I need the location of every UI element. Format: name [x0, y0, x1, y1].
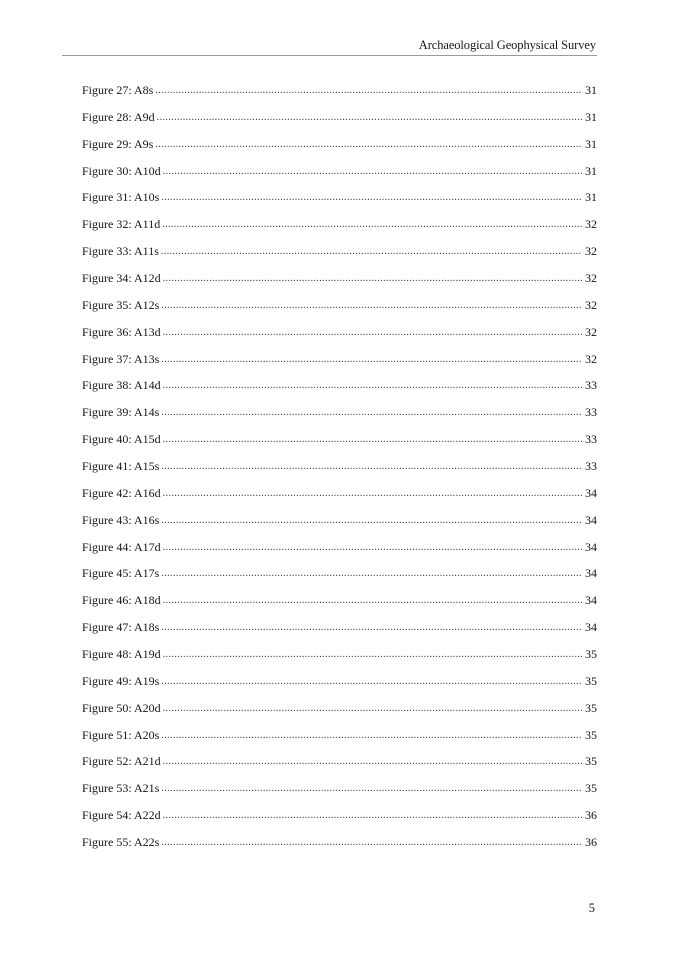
toc-entry-page: 34	[585, 512, 597, 527]
toc-entry[interactable]	[82, 833, 597, 860]
toc-entry-label: Figure 33: A11s	[82, 244, 159, 259]
toc-entry-label: Figure 32: A11d	[82, 217, 161, 232]
toc-entry-label: Figure 48: A19d	[82, 647, 161, 662]
toc-entry-page: 31	[585, 83, 597, 97]
toc-entry[interactable]	[82, 430, 597, 457]
page-number: 5	[588, 901, 595, 915]
toc-entry-page: 35	[585, 727, 597, 742]
toc-entry[interactable]	[82, 350, 597, 377]
toc-entry-page: 32	[585, 271, 597, 286]
toc-entry-page: 34	[585, 593, 597, 608]
toc-entry-label: Figure 51: A20s	[82, 727, 160, 742]
toc-entry-page: 31	[585, 190, 597, 205]
toc-entry[interactable]	[82, 81, 597, 108]
dot-leader	[161, 458, 582, 476]
toc-entry[interactable]	[82, 564, 597, 591]
dot-leader	[157, 109, 582, 127]
toc-entry-page: 32	[585, 297, 597, 312]
toc-entry-page: 35	[585, 754, 597, 769]
toc-entry[interactable]	[82, 296, 597, 323]
toc-entry-label: Figure 31: A10s	[82, 190, 160, 205]
dot-leader	[163, 324, 582, 342]
toc-entry[interactable]	[82, 672, 597, 699]
dot-leader	[161, 404, 582, 422]
toc-entry-label: Figure 40: A15d	[82, 432, 161, 447]
toc-entry-label: Figure 28: A9d	[82, 109, 155, 124]
toc-entry[interactable]	[82, 215, 597, 242]
dot-leader	[163, 700, 582, 718]
dot-leader	[163, 431, 582, 449]
toc-entry[interactable]	[82, 726, 597, 753]
toc-entry-label: Figure 30: A10d	[82, 163, 161, 178]
toc-entry-label: Figure 49: A19s	[82, 673, 160, 688]
toc-entry-page: 36	[585, 835, 597, 850]
dot-leader	[161, 727, 582, 745]
dot-leader	[163, 270, 582, 288]
dot-leader	[163, 163, 582, 181]
toc-entry-label: Figure 46: A18d	[82, 593, 161, 608]
toc-entry-label: Figure 50: A20d	[82, 700, 161, 715]
toc-entry-page: 34	[585, 485, 597, 500]
toc-entry[interactable]	[82, 591, 597, 618]
toc-entry-label: Figure 43: A16s	[82, 512, 160, 527]
toc-entry[interactable]	[82, 699, 597, 726]
toc-entry[interactable]	[82, 779, 597, 806]
toc-entry-label: Figure 54: A22d	[82, 808, 161, 823]
toc-entry[interactable]	[82, 323, 597, 350]
running-header	[62, 38, 597, 56]
list-of-figures	[82, 81, 597, 860]
toc-entry-page: 34	[585, 620, 597, 635]
dot-leader	[161, 834, 582, 852]
toc-entry-label: Figure 55: A22s	[82, 835, 160, 850]
toc-entry[interactable]	[82, 806, 597, 833]
dot-leader	[161, 512, 582, 530]
toc-entry[interactable]	[82, 242, 597, 269]
toc-entry-label: Figure 34: A12d	[82, 271, 161, 286]
toc-entry-page: 31	[585, 136, 597, 151]
dot-leader	[161, 565, 582, 583]
toc-entry-label: Figure 29: A9s	[82, 136, 154, 151]
dot-leader	[163, 485, 582, 503]
toc-entry[interactable]	[82, 538, 597, 565]
toc-entry-page: 35	[585, 781, 597, 796]
toc-entry-label: Figure 44: A17d	[82, 539, 161, 554]
toc-entry-page: 34	[585, 566, 597, 581]
dot-leader	[163, 539, 582, 557]
header-title: Archaeological Geophysical Survey	[418, 38, 596, 52]
toc-entry-page: 36	[585, 808, 597, 823]
toc-entry[interactable]	[82, 645, 597, 672]
toc-entry[interactable]	[82, 135, 597, 162]
toc-entry-page: 35	[585, 673, 597, 688]
toc-entry-label: Figure 47: A18s	[82, 620, 160, 635]
dot-leader	[161, 619, 582, 637]
toc-entry-page: 31	[585, 109, 597, 124]
dot-leader	[161, 351, 582, 369]
toc-entry[interactable]	[82, 108, 597, 135]
toc-entry-page: 32	[585, 351, 597, 366]
toc-entry[interactable]	[82, 484, 597, 511]
toc-entry-page: 31	[585, 163, 597, 178]
toc-entry-page: 35	[585, 647, 597, 662]
toc-entry-page: 33	[585, 432, 597, 447]
toc-entry-page: 32	[585, 217, 597, 232]
toc-entry-label: Figure 53: A21s	[82, 781, 160, 796]
toc-entry-page: 33	[585, 459, 597, 474]
toc-entry-label: Figure 36: A13d	[82, 324, 161, 339]
toc-entry[interactable]	[82, 269, 597, 296]
dot-leader	[161, 673, 582, 691]
toc-entry-page: 32	[585, 244, 597, 259]
dot-leader	[163, 807, 582, 825]
toc-entry-label: Figure 39: A14s	[82, 405, 160, 420]
dot-leader	[161, 189, 582, 207]
toc-entry-label: Figure 52: A21d	[82, 754, 161, 769]
toc-entry-page: 32	[585, 324, 597, 339]
toc-entry-label: Figure 38: A14d	[82, 378, 161, 393]
dot-leader	[161, 780, 582, 798]
toc-entry-page: 33	[585, 378, 597, 393]
dot-leader	[161, 243, 582, 261]
toc-entry[interactable]	[82, 457, 597, 484]
toc-entry-page: 33	[585, 405, 597, 420]
toc-entry[interactable]	[82, 162, 597, 189]
toc-entry[interactable]	[82, 511, 597, 538]
toc-entry-label: Figure 42: A16d	[82, 485, 161, 500]
dot-leader	[163, 592, 582, 610]
toc-entry-label: Figure 35: A12s	[82, 297, 160, 312]
toc-entry-page: 35	[585, 700, 597, 715]
toc-entry-label: Figure 27: A8s	[82, 83, 154, 97]
dot-leader	[161, 297, 582, 315]
toc-entry[interactable]	[82, 376, 597, 403]
dot-leader	[155, 136, 582, 154]
dot-leader	[163, 646, 582, 664]
toc-entry-label: Figure 37: A13s	[82, 351, 160, 366]
dot-leader	[163, 753, 582, 771]
dot-leader	[162, 216, 582, 234]
toc-entry-label: Figure 45: A17s	[82, 566, 160, 581]
toc-entry-label: Figure 41: A15s	[82, 459, 160, 474]
toc-entry-page: 34	[585, 539, 597, 554]
toc-entry[interactable]	[82, 188, 597, 215]
dot-leader	[163, 377, 582, 395]
dot-leader	[155, 82, 582, 100]
toc-entry[interactable]	[82, 618, 597, 645]
toc-entry[interactable]	[82, 752, 597, 779]
toc-entry[interactable]	[82, 403, 597, 430]
